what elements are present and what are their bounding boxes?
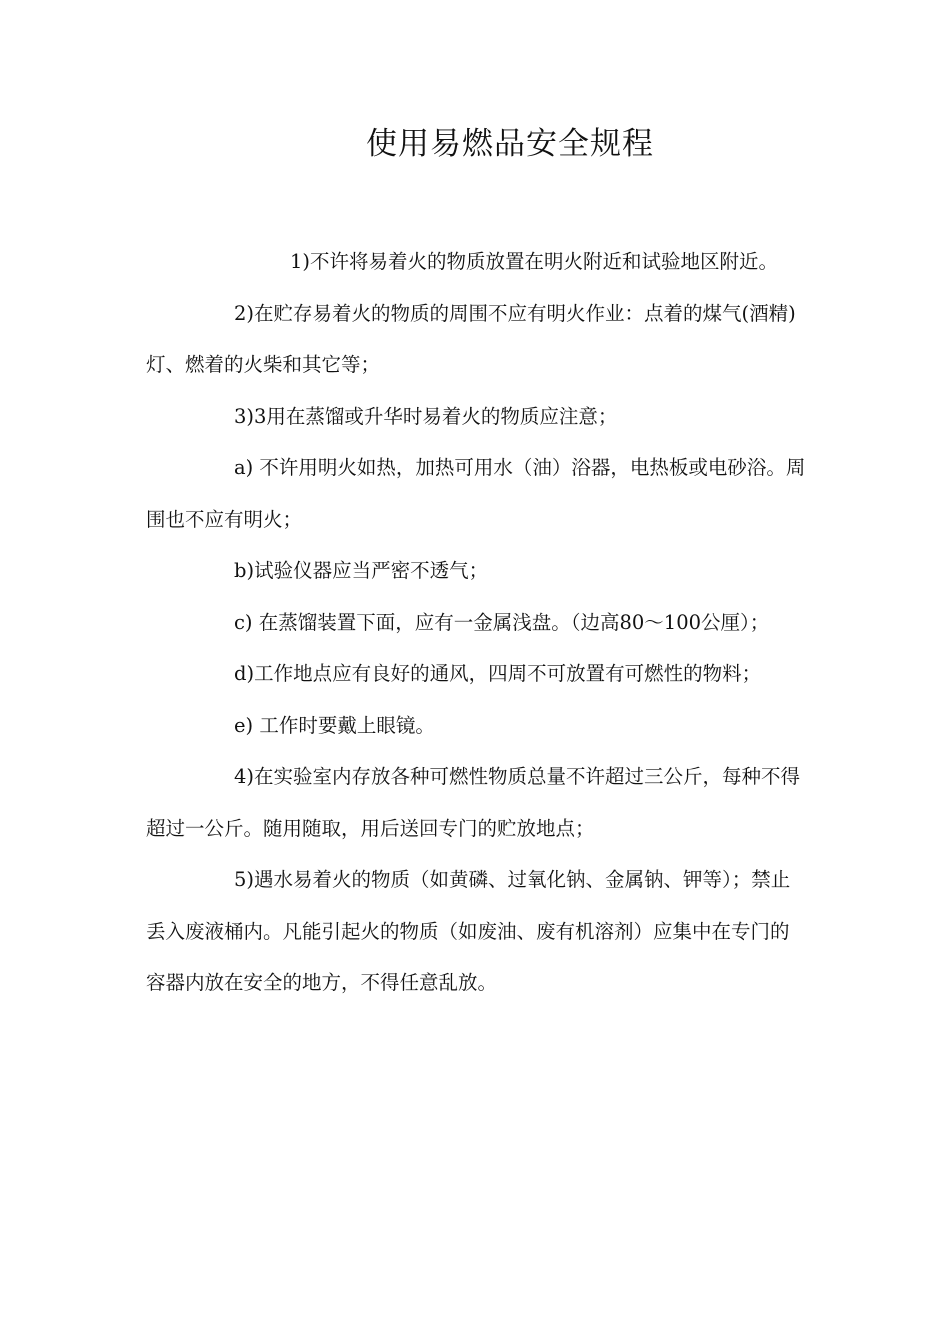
item-text: 工作时要戴上眼镜。 bbox=[253, 713, 435, 737]
item-number: 4) bbox=[234, 765, 255, 788]
item-text: 工作地点应有良好的通风，四周不可放置有可燃性的物料； bbox=[254, 662, 762, 685]
item-text: 在贮存易着火的物质的周围不应有明火作业：点着的煤气(酒精)灯、燃着的火柴和其它等； bbox=[146, 301, 796, 376]
item-text: 遇水易着火的物质（如黄磷、过氧化钠、金属钠、钾等）；禁止丢入废液桶内。凡能引起火的物质（如废油、废有机溶剂）应集中在专门的容器内放在安全的地方，不得任意乱放。 bbox=[146, 868, 791, 994]
item-number: c) bbox=[234, 610, 253, 634]
item-number: 5) bbox=[234, 868, 255, 891]
item-text: 不许用明火如热，加热可用水（油）浴器，电热板或电砂浴。周围也不应有明火； bbox=[146, 456, 806, 531]
paragraph-1 bbox=[146, 236, 806, 288]
paragraph-e bbox=[146, 700, 806, 752]
paragraph-c bbox=[146, 597, 806, 649]
paragraph-3 bbox=[146, 391, 806, 443]
item-number: e) bbox=[234, 713, 254, 737]
item-text: 在实验室内存放各种可燃性物质总量不许超过三公斤，每种不得超过一公斤。随用随取，用后送回专门的贮放地点； bbox=[146, 765, 801, 840]
paragraph-5 bbox=[146, 854, 806, 1009]
item-text: 试验仪器应当严密不透气； bbox=[254, 559, 489, 582]
item-number: a) bbox=[234, 456, 254, 479]
paragraph-b bbox=[146, 545, 806, 597]
item-number: 3) bbox=[234, 404, 255, 428]
item-text: 在蒸馏装置下面，应有一金属浅盘。（边高80～100公厘）； bbox=[252, 610, 770, 634]
paragraph-2 bbox=[146, 288, 806, 391]
item-number: 1) bbox=[290, 250, 311, 273]
item-number: d) bbox=[234, 662, 255, 685]
document-body bbox=[146, 236, 806, 1009]
paragraph-4 bbox=[146, 751, 806, 854]
item-text: 不许将易着火的物质放置在明火附近和试验地区附近。 bbox=[310, 250, 779, 273]
paragraph-a bbox=[146, 442, 806, 545]
item-text: 3用在蒸馏或升华时易着火的物质应注意； bbox=[254, 404, 618, 428]
item-number: b) bbox=[234, 559, 255, 582]
item-number: 2) bbox=[234, 301, 255, 325]
document-title: 使用易燃品安全规程 bbox=[366, 126, 654, 162]
paragraph-d bbox=[146, 648, 806, 700]
